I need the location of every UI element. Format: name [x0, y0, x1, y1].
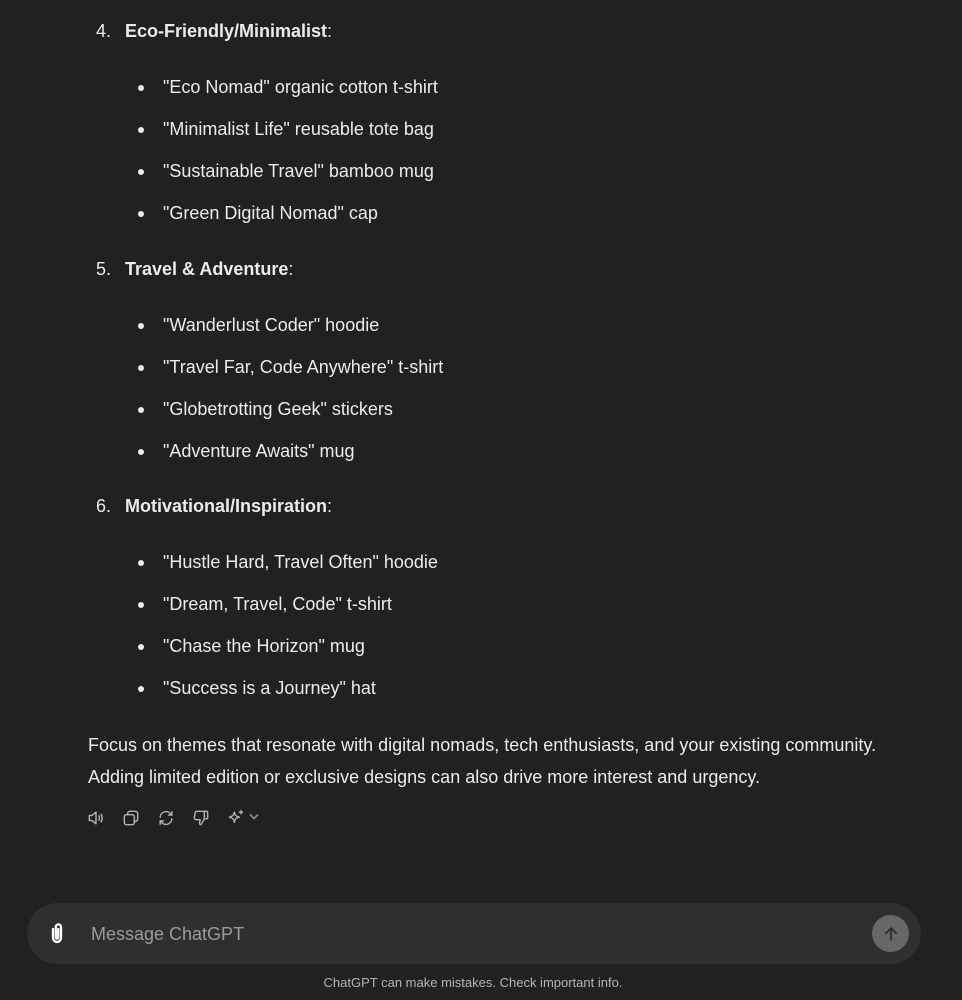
thumbs-down-button[interactable]: [189, 806, 213, 830]
bullet-icon: [138, 602, 144, 608]
speaker-icon: [86, 808, 106, 828]
section-title: Eco-Friendly/Minimalist: [125, 21, 328, 41]
read-aloud-button[interactable]: [84, 806, 108, 830]
list-item-text: "Chase the Horizon" mug: [163, 636, 365, 656]
list-item-text: "Globetrotting Geek" stickers: [163, 399, 393, 419]
response-summary: Focus on themes that resonate with digital nomads, tech enthusiasts, and your existing community. Adding limited edition or exclusive designs can also drive more interest and urgency.: [88, 735, 877, 787]
message-input[interactable]: [91, 921, 851, 947]
bullet-icon: [138, 407, 144, 413]
bullet-icon: [138, 127, 144, 133]
section-title: Travel & Adventure: [125, 259, 289, 279]
list-item-text: "Minimalist Life" reusable tote bag: [163, 119, 434, 139]
list-number: 5.: [96, 259, 112, 279]
copy-button[interactable]: [119, 806, 143, 830]
bullet-icon: [138, 211, 144, 217]
bullet-icon: [138, 449, 144, 455]
sparkle-icon: [226, 808, 246, 828]
list-item-text: "Travel Far, Code Anywhere" t-shirt: [163, 357, 444, 377]
list-section-heading: [96, 257, 293, 281]
list-item-text: "Adventure Awaits" mug: [163, 441, 355, 461]
change-model-button[interactable]: [224, 806, 260, 830]
section-colon: :: [327, 21, 333, 41]
sparkle-button: [224, 806, 248, 830]
list-item-text: "Dream, Travel, Code" t-shirt: [163, 594, 392, 614]
list-item-text: "Sustainable Travel" bamboo mug: [163, 161, 434, 181]
list-item-text: "Success is a Journey" hat: [163, 678, 376, 698]
list-number: 6.: [96, 496, 112, 516]
bullet-icon: [138, 85, 144, 91]
regenerate-button[interactable]: [154, 806, 178, 830]
list-section-heading: [96, 494, 332, 518]
bullet-icon: [138, 560, 144, 566]
list-item-text: "Green Digital Nomad" cap: [163, 203, 378, 223]
copy-icon: [121, 808, 141, 828]
list-item-text: "Hustle Hard, Travel Often" hoodie: [163, 552, 438, 572]
attach-file-button[interactable]: [43, 919, 71, 947]
section-colon: :: [327, 496, 333, 516]
bullet-icon: [138, 644, 144, 650]
send-button[interactable]: [872, 915, 909, 952]
section-title: Motivational/Inspiration: [125, 496, 328, 516]
message-composer: [27, 903, 921, 964]
list-section-heading: [96, 19, 332, 43]
chevron-down-icon: [248, 809, 260, 827]
list-number: 4.: [96, 21, 112, 41]
bullet-icon: [138, 686, 144, 692]
message-actions: [84, 806, 260, 830]
regenerate-icon: [156, 808, 176, 828]
list-item-text: "Wanderlust Coder" hoodie: [163, 315, 380, 335]
disclaimer-text: ChatGPT can make mistakes. Check important info.: [323, 975, 623, 990]
bullet-icon: [138, 365, 144, 371]
paperclip-icon: [46, 921, 68, 945]
bullet-icon: [138, 169, 144, 175]
arrow-up-icon: [881, 924, 901, 944]
thumbs-down-icon: [191, 808, 211, 828]
section-colon: :: [288, 259, 294, 279]
bullet-icon: [138, 323, 144, 329]
list-item-text: "Eco Nomad" organic cotton t-shirt: [163, 77, 438, 97]
